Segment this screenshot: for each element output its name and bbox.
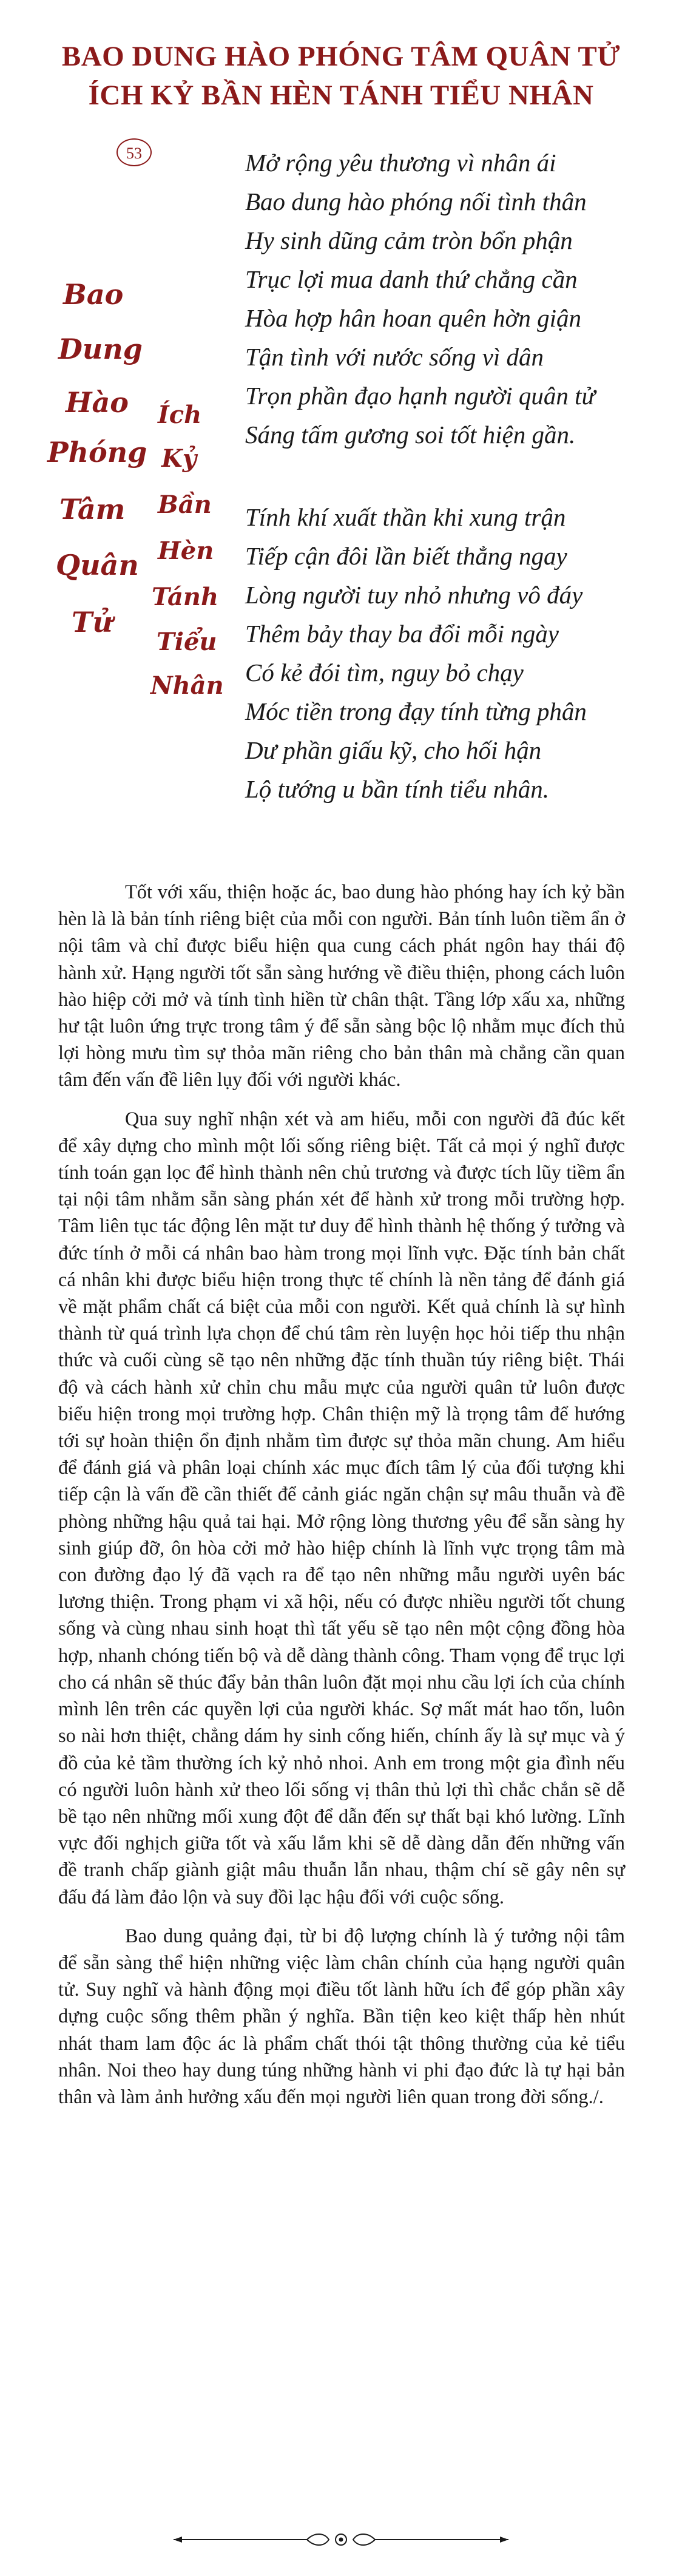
prose-paragraph: Qua suy nghĩ nhận xét và am hiểu, mỗi con người đã đúc kết để xây dựng cho mình một lối sống riêng biệt. Tất cả mọi ý nghĩ được tính toán gạn lọc để hình thành nên chủ trương và được tích lũy tiềm ẩn tại nội tâm nhằm sẵn sàng phán xét để hành xử trong mỗi trường hợp. Tâm liên tục tác động lên mặt tư duy để hình thành hệ thống ý tưởng và đức tính ở mỗi cá nhân bao hàm trong mọi lĩnh vực. Đặc tính bản chất cá nhân khi được biểu hiện trong thực tế chính là nền tảng để đánh giá về mặt phẩm chất cá biệt của mỗi con người. Kết quả chính là sự hình thành từ quá trình lựa chọn để chú tâm rèn luyện học hỏi tiếp thu nhận thức và cuối cùng sẽ tạo nên những đặc tính thuần túy riêng biệt. Thái độ và cách hành xử chỉn chu mẫu mực của người quân tử luôn được biểu hiện trong mọi trường hợp. Chân thiện mỹ là trọng tâm để hướng tới sự hoàn thiện ổn định nhằm tìm được sự thỏa mãn chung. Am hiểu để đánh giá và phân loại chính xác mục đích tâm lý của đối tượng khi tiếp cận là vấn đề cần thiết để cảnh giác ngăn chận sự mâu thuẫn và đề phòng những hậu quả tai hại. Mở rộng lòng thương yêu để sẵn sàng hy sinh giúp đỡ, ôn hòa cởi mở hào hiệp chính là lĩnh vực trọng tâm mà con đường đạo lý đã vạch ra để tạo nên những mẫu người uyên bác lương thiện. Trong phạm vi xã hội, nếu có được nhiều người tốt chung sống và cùng nhau sinh hoạt thì tất yếu sẽ tạo nên một cộng đồng hòa hợp, nhanh chóng tiến bộ và dễ dàng thành công. Tham vọng để trục lợi cho cá nhân sẽ thúc đẩy bản thân luôn đặt mọi nhu cầu lợi ích của chính mình lên trên các quyền lợi của người khác. Sợ mất mát hao tốn, luôn so nài hơn thiệt, chẳng dám hy sinh cống hiến, chính ấy là sự mục và ý đồ của kẻ tầm thường ích kỷ nhỏ nhoi. Anh em trong một gia đình nếu có người luôn hành xử theo lối sống vị thân thủ lợi thì chắc chắn sẽ dễ bề tạo nên những mối xung đột để dẫn đến sự thất bại khó lường. Lĩnh vực đối nghịch giữa tốt và xấu lắm khi sẽ dễ dàng dẫn đến những vấn đề tranh chấp giành giật mâu thuẫn lẫn nhau, thậm chí sẽ gây nên sự đấu đá làm đảo lộn và suy đồi lạc hậu đối với cuộc sống. — [58, 1108, 625, 1908]
page-number-badge: 53 — [116, 138, 152, 166]
poem-line: Móc tiền trong đạy tính từng phân — [245, 697, 587, 725]
poem-line: Trục lợi mua danh thứ chẳng cần — [245, 265, 578, 293]
poem-line: Lòng người tuy nhỏ nhưng vô đáy — [245, 581, 583, 609]
poem-line: Thêm bảy thay ba đổi mỗi ngày — [245, 620, 559, 648]
prose-body — [58, 879, 625, 2123]
calligraphy-right-column — [143, 401, 234, 741]
poem-line: Tận tình với nước sống vì dân — [245, 343, 544, 371]
poem-line: Có kẻ đói tìm, nguy bỏ chạy — [245, 659, 524, 686]
poem-line: Bao dung hào phóng nối tình thân — [245, 188, 587, 215]
calligraphy-word: Tử — [72, 606, 113, 639]
poem-line: Lộ tướng u bần tính tiểu nhân. — [245, 775, 549, 803]
poem-line: Mở rộng yêu thương vì nhân ái — [245, 149, 556, 177]
calligraphy-left-column — [47, 278, 147, 679]
calligraphy-word: Nhân — [150, 671, 224, 700]
title-line-1: BAO DUNG HÀO PHÓNG TÂM QUÂN TỬ — [61, 41, 621, 72]
calligraphy-word: Tiểu — [157, 628, 217, 656]
poem-line: Dư phần giấu kỹ, cho hối hận — [245, 736, 542, 764]
prose-paragraph: Tốt với xấu, thiện hoặc ác, bao dung hào phóng hay ích kỷ bần hèn là là bản tính riêng biệt của mỗi con người. Bản tính luôn tiềm ẩn ở nội tâm và chỉ được biểu hiện qua cung cách phát ngôn hay thái độ hành xử. Hạng người tốt sẵn sàng hướng về điều thiện, phong cách luôn hào hiệp cởi mở và tính tình hiền từ chân thật. Tầng lớp xấu xa, những hư tật luôn ứng trực trong tâm ý để sẵn sàng bộc lộ nhằm mục đích thủ lợi hòng mưu tìm sự thỏa mãn riêng cho bản thân mà chẳng cần quan tâm đến vấn đề liên lụy đối với người khác. — [58, 881, 625, 1091]
calligraphy-word: Tánh — [152, 583, 219, 611]
ornamental-divider — [174, 2531, 508, 2548]
calligraphy-word: Bần — [158, 490, 212, 519]
stanza-gap — [245, 454, 670, 498]
calligraphy-word: Dung — [58, 333, 143, 365]
calligraphy-word: Hào — [66, 386, 129, 419]
poem-line: Tính khí xuất thần khi xung trận — [245, 503, 566, 531]
calligraphy-word: Phóng — [47, 436, 147, 469]
calligraphy-word: Ích — [158, 401, 202, 429]
calligraphy-word: Tâm — [59, 493, 126, 526]
poem — [245, 143, 670, 808]
calligraphy-word: Quân — [56, 549, 139, 581]
poem-line: Trọn phần đạo hạnh người quân tử — [245, 382, 595, 410]
poem-line: Tiếp cận đôi lần biết thẳng ngay — [245, 542, 567, 570]
calligraphy-word: Bao — [63, 278, 124, 311]
poem-line: Hy sinh dũng cảm tròn bổn phận — [245, 226, 573, 254]
poem-line: Sáng tấm gương soi tốt hiện gần. — [245, 421, 576, 449]
poem-line: Hòa hợp hân hoan quên hờn giận — [245, 304, 581, 332]
calligraphy-word: Hèn — [158, 537, 214, 565]
prose-paragraph: Bao dung quảng đại, từ bi độ lượng chính là ý tưởng nội tâm để sẵn sàng thể hiện những việc làm chân chính của hạng người quân tử. Suy nghĩ và hành động mọi điều tốt lành hữu ích để góp phần xây dựng cuộc sống thêm phần ý nghĩa. Bần tiện keo kiệt thấp hèn nhút nhát tham lam độc ác là phẩm chất thói tật thông thường của kẻ tiểu nhân. Noi theo hay dung túng những hành vi phi đạo đức là tự hại bản thân và làm ảnh hưởng xấu đến mọi người liên quan trong đời sống./. — [58, 1925, 625, 2108]
title-line-2: ÍCH KỶ BẦN HÈN TÁNH TIỂU NHÂN — [88, 80, 594, 111]
calligraphy-word: Kỷ — [161, 444, 197, 473]
